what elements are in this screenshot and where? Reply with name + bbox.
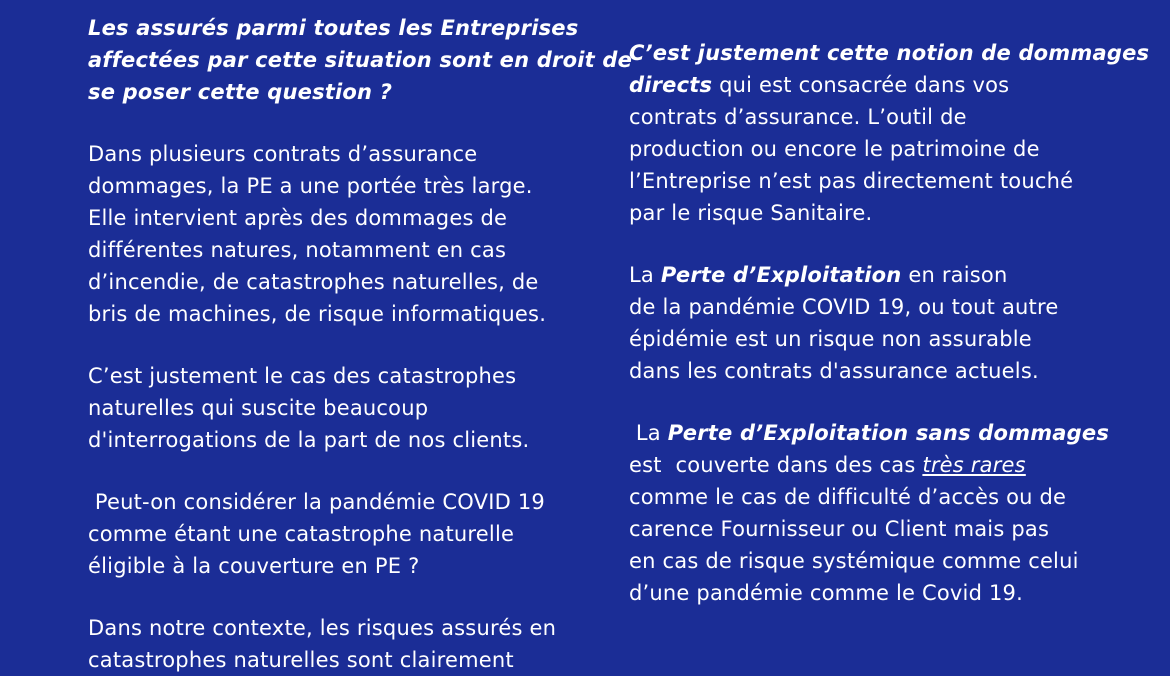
emphasis-directs: directs	[629, 73, 713, 97]
heading-line: Les assurés parmi toutes les Entreprises	[88, 16, 579, 40]
text-line: de la pandémie COVID 19, ou tout autre	[629, 295, 1059, 319]
text-line	[629, 259, 1129, 291]
emphasis-tres-rares: très rares	[922, 453, 1026, 477]
paragraph-sans-dommages	[629, 417, 1129, 609]
spacer	[629, 387, 1129, 417]
text-fragment: en raison	[901, 263, 1008, 287]
text-line: production ou encore le patrimoine de	[629, 137, 1040, 161]
text-fragment: est couverte dans des cas	[629, 453, 923, 477]
text-line	[629, 449, 1129, 481]
text-line: Dans plusieurs contrats d’assurance	[88, 142, 478, 166]
spacer	[88, 456, 588, 486]
text-fragment: La	[629, 263, 661, 287]
paragraph-context	[88, 612, 588, 676]
text-line: catastrophes naturelles sont clairement	[88, 648, 514, 672]
paragraph-perte-exploitation	[629, 259, 1129, 387]
text-line: C’est justement le cas des catastrophes	[88, 364, 517, 388]
heading-line: affectées par cette situation sont en droit de	[88, 48, 633, 72]
text-line: Dans notre contexte, les risques assurés en	[88, 616, 557, 640]
text-line: différentes natures, notamment en cas	[88, 238, 507, 262]
text-line: Elle intervient après des dommages de	[88, 206, 508, 230]
text-line: épidémie est un risque non assurable	[629, 327, 1032, 351]
spacer	[629, 229, 1129, 259]
text-fragment: qui est consacrée dans vos	[712, 73, 1010, 97]
paragraph-direct-damages	[629, 37, 1150, 229]
text-line: naturelles qui suscite beaucoup	[88, 396, 429, 420]
paragraph-covid-question	[88, 486, 588, 582]
text-line	[629, 417, 1129, 449]
text-line: Peut-on considérer la pandémie COVID 19	[88, 490, 545, 514]
paragraph-natural-catastrophes	[88, 360, 588, 456]
text-line-bold: C’est justement cette notion de dommages	[629, 41, 1150, 65]
text-line: l’Entreprise n’est pas directement touché	[629, 169, 1074, 193]
paragraph-pe-scope	[88, 138, 588, 330]
emphasis-perte-exploitation: Perte d’Exploitation	[660, 263, 902, 287]
text-line: en cas de risque systémique comme celui	[629, 549, 1079, 573]
text-line: comme étant une catastrophe naturelle	[88, 522, 515, 546]
text-line: carence Fournisseur ou Client mais pas	[629, 517, 1050, 541]
heading-line: se poser cette question ?	[88, 80, 393, 104]
left-column	[88, 12, 633, 676]
text-line: d’incendie, de catastrophes naturelles, de	[88, 270, 539, 294]
text-line: contrats d’assurance. L’outil de	[629, 105, 967, 129]
text-line: éligible à la couverture en PE ?	[88, 554, 420, 578]
spacer	[88, 330, 588, 360]
text-line: dans les contrats d'assurance actuels.	[629, 359, 1039, 383]
text-line: dommages, la PE a une portée très large.	[88, 174, 533, 198]
text-line: bris de machines, de risque informatiques.	[88, 302, 547, 326]
spacer	[88, 582, 588, 612]
text-line: par le risque Sanitaire.	[629, 201, 873, 225]
spacer	[88, 108, 588, 138]
text-line: d’une pandémie comme le Covid 19.	[629, 581, 1023, 605]
text-line: comme le cas de difficulté d’accès ou de	[629, 485, 1067, 509]
question-heading	[88, 12, 633, 108]
right-column	[629, 37, 1150, 609]
text-line	[629, 69, 1129, 101]
text-line: d'interrogations de la part de nos clients.	[88, 428, 530, 452]
emphasis-sans-dommages: Perte d’Exploitation sans dommages	[667, 421, 1110, 445]
text-fragment: La	[629, 421, 668, 445]
